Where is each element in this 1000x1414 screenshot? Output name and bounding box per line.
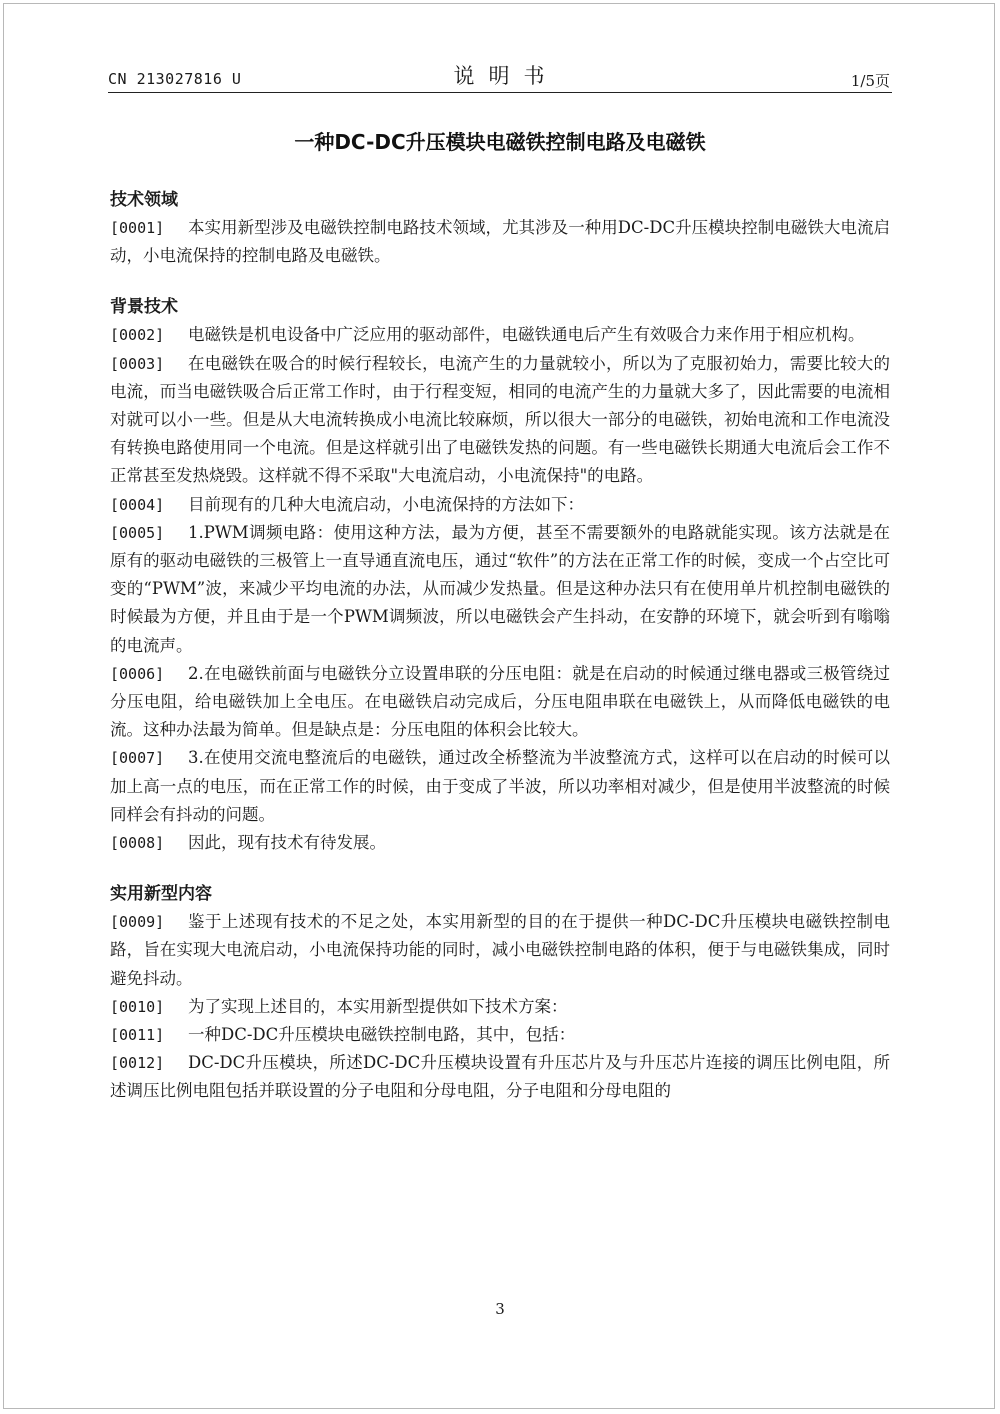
paragraph-number: [0012] <box>110 1054 165 1073</box>
paragraph <box>110 908 890 993</box>
paragraph <box>110 321 890 349</box>
paragraph <box>110 829 890 857</box>
paragraph <box>110 519 890 660</box>
paragraph-number: [0005] <box>110 523 165 542</box>
paragraph-number: [0008] <box>110 834 165 853</box>
paragraph-text: 电磁铁是机电设备中广泛应用的驱动部件，电磁铁通电后产生有效吸合力来作用于相应机构。 <box>188 325 865 345</box>
paragraph-text: 因此，现有技术有待发展。 <box>188 833 386 853</box>
paragraph-text: 2.在电磁铁前面与电磁铁分立设置串联的分压电阻：就是在启动的时候通过继电器或三极管绕过分压电阻，给电磁铁加上全电压。在电磁铁启动完成后，分压电阻串联在电磁铁上，从而降低电磁铁的电流。这种办法最为简单。但是缺点是：分压电阻的体积会比较大。 <box>110 663 890 740</box>
section-gap <box>110 270 890 293</box>
section-heading-technical-field: 技术领域 <box>110 190 178 210</box>
paragraph-number: [0001] <box>110 219 165 237</box>
paragraph-text: 一种DC-DC升压模块电磁铁控制电路，其中，包括： <box>188 1025 576 1045</box>
paragraph-text: DC-DC升压模块，所述DC-DC升压模块设置有升压芯片及与升压芯片连接的调压比例电阻，所述调压比例电阻包括并联设置的分子电阻和分母电阻，分子电阻和分母电阻的 <box>110 1053 890 1101</box>
paragraph-text: 在电磁铁在吸合的时候行程较长，电流产生的力量就较小，所以为了克服初始力，需要比较大的电流，而当电磁铁吸合后正常工作时，由于行程变短，相同的电流产生的力量就大多了，因此需要的电流相对就可以小一些。但是从大电流转换成小电流比较麻烦，所以很大一部分的电磁铁，初始电流和工作电流没有转换电路使用同一个电流。但是这样就引出了电磁铁发热的问题。有一些电磁铁长期通大电流后会工作不正常甚至发热烧毁。这样就不得不采取"大电流启动，小电流保持"的电路。 <box>110 353 890 486</box>
paragraph <box>110 491 890 519</box>
paragraph-number: [0011] <box>110 1026 165 1045</box>
paragraph-number: [0003] <box>110 354 165 373</box>
paragraph <box>110 1021 890 1049</box>
paragraph-number: [0007] <box>110 749 165 768</box>
paragraph-number: [0006] <box>110 664 165 683</box>
paragraph-text: 为了实现上述目的，本实用新型提供如下技术方案： <box>188 996 568 1016</box>
document-body <box>110 186 890 1106</box>
paragraph <box>110 993 890 1021</box>
doc-type-label: 说明书 <box>453 64 559 88</box>
paragraph-number: [0004] <box>110 495 165 514</box>
paragraph-text: 1.PWM调频电路：使用这种方法，最为方便，甚至不需要额外的电路就能实现。该方法就是在原有的驱动电磁铁的三极管上一直导通直流电压，通过“软件”的方法在正常工作的时候，变成一个占空比可变的“PWM”波，来减少平均电流的办法，从而减少发热量。但是这种办法只有在使用单片机控制电磁铁的时候最为方便，并且由于是一个PWM调频波，所以电磁铁会产生抖动，在安静的环境下，就会听到有嗡嗡的电流声。 <box>110 522 890 655</box>
paragraph <box>110 214 890 270</box>
paragraph <box>110 660 890 745</box>
paragraph-text: 3.在使用交流电整流后的电磁铁，通过改全桥整流为半波整流方式，这样可以在启动的时候可以加上高一点的电压，而在正常工作的时候，由于变成了半波，所以功率相对减少，但是使用半波整流的时候同样会有抖动的问题。 <box>110 748 890 824</box>
paragraph <box>110 350 890 491</box>
patent-number: CN 213027816 U <box>108 70 242 88</box>
header-rule <box>108 92 892 93</box>
document-title: 一种DC-DC升压模块电磁铁控制电路及电磁铁 <box>294 130 706 154</box>
section-heading-utility-content: 实用新型内容 <box>110 884 212 905</box>
paragraph <box>110 1049 890 1105</box>
paragraph <box>110 744 890 829</box>
page-number: 3 <box>495 1300 505 1318</box>
section-heading-background: 背景技术 <box>110 297 178 318</box>
paragraph-number: [0009] <box>110 913 165 932</box>
paragraph-number: [0010] <box>110 997 165 1016</box>
page-header <box>108 60 890 94</box>
paragraph-text: 本实用新型涉及电磁铁控制电路技术领域，尤其涉及一种用DC-DC升压模块控制电磁铁大电流启动，小电流保持的控制电路及电磁铁。 <box>110 218 890 266</box>
section-gap <box>110 857 890 880</box>
page-indicator: 1/5页 <box>850 72 890 90</box>
paragraph-text: 鉴于上述现有技术的不足之处，本实用新型的目的在于提供一种DC-DC升压模块电磁铁控制电路，旨在实现大电流启动，小电流保持功能的同时，减小电磁铁控制电路的体积，便于与电磁铁集成，同时避免抖动。 <box>110 912 890 988</box>
paragraph-text: 目前现有的几种大电流启动，小电流保持的方法如下： <box>188 494 584 514</box>
paragraph-number: [0002] <box>110 326 165 345</box>
